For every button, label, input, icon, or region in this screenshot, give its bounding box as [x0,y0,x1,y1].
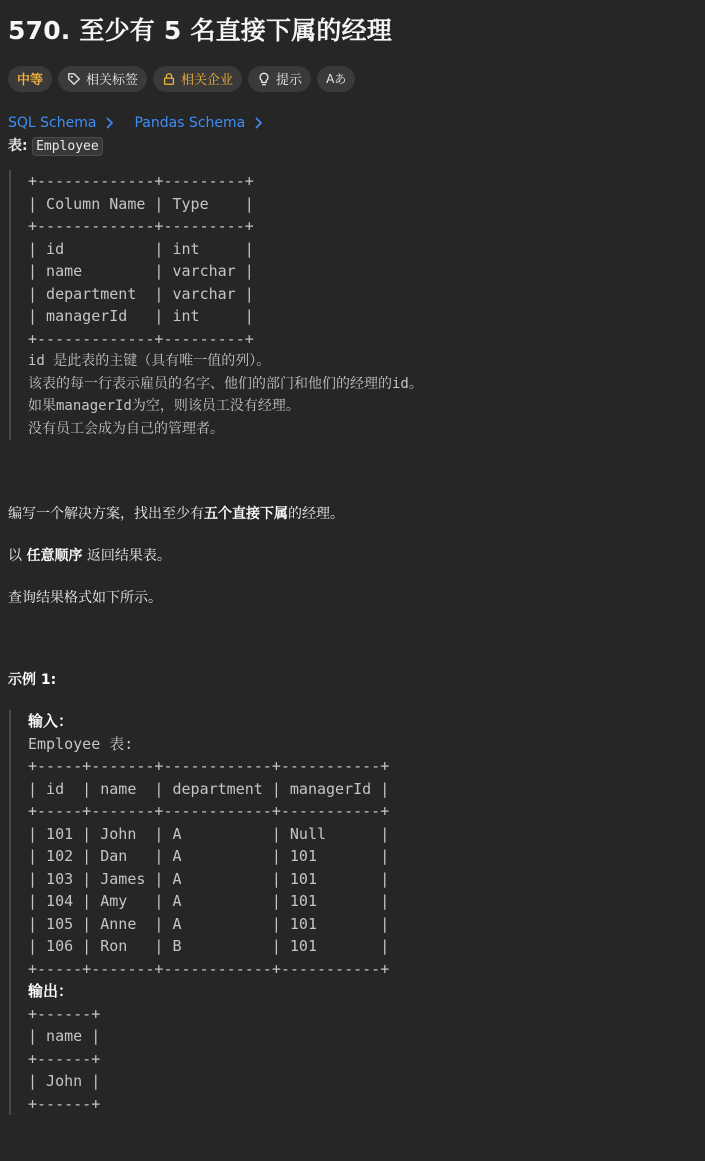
chevron-right-icon [104,117,114,129]
emphasis: 任意顺序 [26,548,83,564]
related-companies-label: 相关企业 [181,73,234,88]
pandas-schema-label: Pandas Schema [134,115,246,131]
tag-icon [67,72,81,86]
schema-note: 如果managerId为空，则该员工没有经理。 [28,398,300,414]
output-table: +------+ | name | +------+ | John | +------+ [28,1004,101,1113]
example-title: 示例 1: [8,672,57,688]
schema-links [8,112,697,134]
table-label: 表: [8,138,28,154]
schema-note: id 是此表的主键（具有唯一值的列）。 [28,353,271,369]
related-tags-button[interactable] [58,66,147,92]
lightbulb-icon [257,72,271,86]
translate-button[interactable] [317,66,355,92]
difficulty-badge[interactable]: 中等 [8,66,52,92]
related-tags-label: 相关标签 [86,73,139,88]
problem-title: 570. 至少有 5 名直接下属的经理 [8,16,392,45]
schema-block [9,170,697,440]
output-label: 输出： [28,982,74,1000]
example-block [9,710,697,1115]
input-table: +-----+-------+------------+-----------+ | id | name | department | managerId | +-----+-------+------------+-----------+ | 101 | John | A | Null | | 102 | Dan | A | 101 | | 103 | James | A | 101 | | 104 | Amy | A | 101 | | 105 | Anne | A | 101 | | 106 | Ron | B | 101 | +-----+-------+------------+-----------+ [28,757,390,978]
text: 编写一个解决方案，找出至少有 [8,506,204,522]
chevron-right-icon [253,117,263,129]
schema-table: +-------------+---------+ | Column Name | Type | +-------------+---------+ | id | int | | name | varchar | | department | varchar | | managerId | int | +-------------+---------+ [28,172,254,348]
lock-icon [162,72,176,86]
schema-note: 没有员工会成为自己的管理者。 [28,420,224,437]
sql-schema-link[interactable] [8,112,114,134]
hint-label: 提示 [276,73,303,88]
text: 以 [8,548,27,564]
tag-bar [8,65,697,92]
table-name-line [8,134,697,159]
input-caption: Employee 表: [28,734,134,753]
input-label: 输入： [28,712,74,730]
hint-button[interactable] [248,66,311,92]
description-task [8,503,697,525]
schema-note: 该表的每一行表示雇员的名字、他们的部门和他们的经理的id。 [28,375,423,392]
schema-notes [28,350,697,440]
related-companies-button[interactable] [153,66,242,92]
table-name-code: Employee [32,137,103,156]
pandas-schema-link[interactable] [134,112,263,134]
description-format: 查询结果格式如下所示。 [8,590,162,606]
text: 的经理。 [288,506,344,522]
translate-icon: Aあ [326,72,347,86]
text: 返回结果表。 [82,548,171,564]
description-order [8,545,697,567]
sql-schema-label: SQL Schema [8,115,97,131]
emphasis: 五个直接下属 [204,506,288,522]
